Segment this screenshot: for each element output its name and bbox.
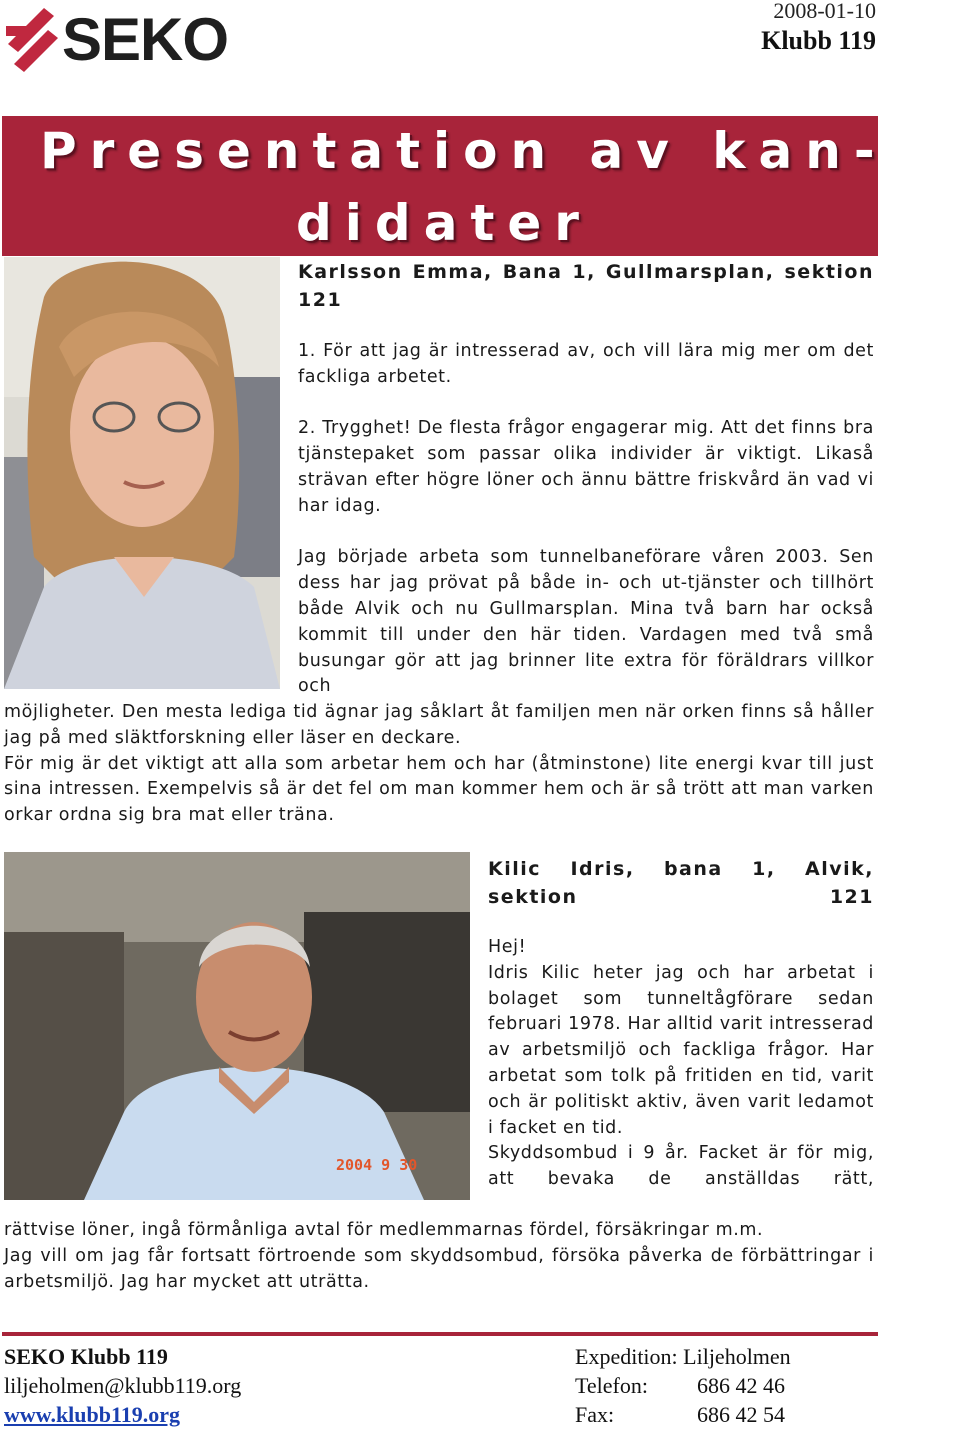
candidate-1-answer-2: 2. Trygghet! De flesta frågor engagerar mig. Att det finns bra tjänstepaket som passar olika individer är viktigt. Likaså strävan efter högre löner och ännu bättre friskvård än vad vi har idag. [298, 418, 874, 516]
candidate-2-photo [4, 852, 470, 1200]
candidate-2-greeting: Hej! [488, 937, 527, 957]
header-club: Klubb 119 [761, 26, 876, 55]
candidate-2-safety-role-continued: rättvise löner, ingå förmånliga avtal för medlemmarnas fördel, försäkringar m.m. [4, 1220, 764, 1240]
candidate-2-safety-role: Skyddsombud i 9 år. Facket är för mig, att bevaka de anställdas rätt, [488, 1143, 874, 1190]
footer-fax-value: 686 42 54 [697, 1402, 785, 1427]
footer-divider [2, 1332, 878, 1336]
candidate-2-bio: Idris Kilic heter jag och har arbetat i bolaget som tunneltågförare sedan februari 1978. Har alltid varit intresserad av arbetsmiljö och fackliga frågor. Har arbetat som tolk på fritiden en tid, varit och är politiskt aktiv, även varit ledamot i facket en tid. [488, 962, 874, 1138]
footer-expedition: Expedition: Liljeholmen [575, 1344, 791, 1369]
footer-fax-label: Fax: [575, 1402, 615, 1427]
footer-phone-value: 686 42 46 [697, 1373, 785, 1398]
candidate-2-body-continued [4, 1218, 874, 1295]
page-title-line-2: didater [296, 194, 592, 252]
candidate-1-bio-continued: möjligheter. Den mesta lediga tid ägnar jag såklart åt familjen men när orken finns så håller jag på med släktforskning eller läser en deckare. [4, 702, 874, 748]
photo-date-stamp: 2004 9 30 [336, 1156, 418, 1174]
candidate-1-bio: Jag började arbeta som tunnelbaneförare våren 2003. Sen dess har jag prövat på både in- och ut-tjänster och tillhört både Alvik och nu Gullmarsplan. Mina två barn har också kommit till under den här tiden. Vardagen med två små busungar gör att jag brinner lite extra för föräldrars villkor och [298, 547, 874, 697]
candidate-1-answer-1: 1. För att jag är intresserad av, och vill lära mig mer om det fackliga arbetet. [298, 341, 874, 387]
candidate-2-closing: Jag vill om jag får fortsatt förtroende som skyddsombud, försöka påverka de förbättringar i arbetsmiljö. Jag har mycket att uträtta. [4, 1245, 874, 1292]
page-title-line-1: Presentation av kan- [40, 122, 888, 180]
seko-logo-mark [6, 8, 58, 72]
candidate-2-body [488, 935, 874, 1193]
candidate-1-body-continued [4, 700, 874, 829]
footer-org-name: SEKO Klubb 119 [4, 1344, 168, 1369]
logo-wordmark: SEKO [62, 6, 229, 73]
candidate-1-photo [4, 257, 280, 689]
header-date: 2008-01-10 [773, 0, 876, 23]
candidate-2-name: Kilic Idris, bana 1, Alvik, sektion 121 [488, 858, 874, 908]
candidate-1-name: Karlsson Emma, Bana 1, Gullmarsplan, sektion 121 [298, 261, 874, 311]
footer-phone-label: Telefon: [575, 1373, 648, 1398]
footer-website-link[interactable]: www.klubb119.org [4, 1402, 181, 1427]
candidate-1-body [298, 339, 874, 700]
candidate-1-closing: För mig är det viktigt att alla som arbetar hem och har (åtminstone) lite energi kvar till just sina intressen. Exempelvis så är det fel om man kommer hem och är så trött att man varken orkar ordna sig bra mat eller träna. [4, 753, 874, 826]
footer-email-link[interactable]: liljeholmen@klubb119.org [4, 1373, 242, 1398]
